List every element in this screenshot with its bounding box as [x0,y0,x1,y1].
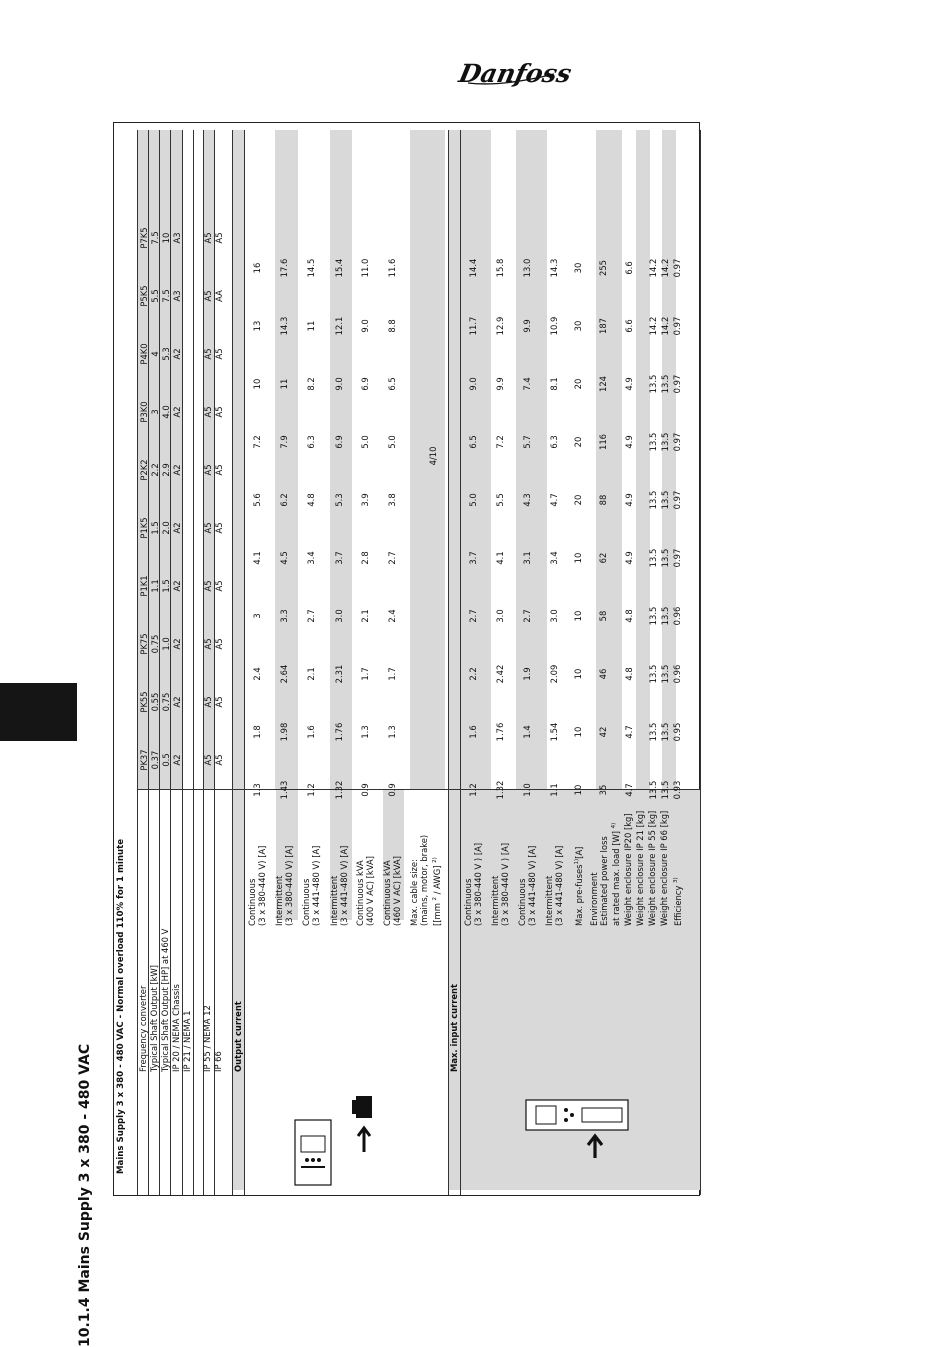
value-cell: 20 [573,378,583,390]
value-cell: 88 [598,494,608,506]
svg-text:Danfoss: Danfoss [456,58,575,88]
value-cell: 5.0 [387,435,397,449]
row-label: Continuous [247,878,257,926]
row-label: at rated max. load [W] $^{4)}$ [610,822,621,926]
value-cell: 4.7 [549,493,559,507]
value-cell: 15.4 [334,258,344,278]
header-value: 5.3 [161,347,171,361]
header-value: A5 [214,580,224,592]
value-cell: 11 [279,378,289,390]
header-value: AA [214,290,224,302]
motor-icon [350,1090,380,1160]
value-cell: 1.98 [279,722,289,742]
header-value: 1.5 [150,521,160,535]
header-value: 2.9 [161,463,171,477]
value-cell: 13.5 [660,490,670,510]
value-cell: 14.5 [306,258,316,278]
value-cell: 6.2 [279,493,289,507]
header-value: 7.5 [150,231,160,245]
row-label: Efficiency $^{3)}$ [672,877,683,926]
value-cell: 8.1 [549,377,559,391]
value-cell: 1.8 [252,725,262,739]
row-label: (3 x 441-480 V) [A] [554,845,564,926]
row-label: Intermittent [544,875,554,926]
value-cell: 1.2 [306,783,316,797]
value-cell: 3.1 [522,551,532,565]
header-value: A2 [172,464,182,476]
header-value: 0.5 [161,753,171,767]
value-cell: 8.8 [387,319,397,333]
value-cell: 2.4 [252,667,262,681]
icon-panel [233,790,243,1190]
row-label: (400 V AC) [kVA] [365,856,375,926]
value-cell: 12.9 [495,316,505,336]
value-cell: 3 [252,613,262,619]
value-cell: 2.09 [549,664,559,684]
header-value: A5 [214,406,224,418]
header-value: 7.5 [161,289,171,303]
row-label: Weight enclosure IP20 [kg] [623,813,633,926]
value-cell: 10 [573,610,583,622]
header-value: A5 [214,464,224,476]
value-cell: 5.0 [468,493,478,507]
header-value: A5 [214,348,224,360]
value-cell: 58 [598,610,608,622]
header-value: PK37 [139,749,149,771]
frequency-converter-icon [293,1100,405,1190]
value-cell: 35 [598,784,608,796]
value-cell: 13.5 [660,548,670,568]
value-cell: 13.5 [648,722,658,742]
value-cell: 6.3 [549,435,559,449]
row-label: (3 x 380-440 V) [A] [257,845,267,926]
header-value: A3 [172,290,182,302]
value-cell: 0.9 [387,783,397,797]
value-cell: 0.95 [672,722,682,742]
value-cell: 4.8 [306,493,316,507]
value-cell: 13.5 [648,490,658,510]
value-cell: 1.1 [549,783,559,797]
row-label: Estimated power loss [599,836,609,926]
header-value: A5 [203,464,213,476]
row-label: Intermittent [490,875,500,926]
value-cell: 187 [598,318,608,334]
value-cell: 9.0 [334,377,344,391]
value-cell: 13.5 [648,432,658,452]
header-label: Typical Shaft Output [kW] [149,964,159,1072]
header-value: A2 [172,696,182,708]
section-title: 10.1.4 Mains Supply 3 x 380 - 480 VAC [77,1043,93,1347]
value-cell: 8.2 [306,377,316,391]
value-cell: 3.7 [334,551,344,565]
header-value: A2 [172,348,182,360]
frequency-converter-icon [522,1098,632,1158]
header-value: 0.75 [150,634,160,654]
value-cell: 7.4 [522,377,532,391]
value-cell: 1.3 [387,725,397,739]
value-cell: 1.32 [334,780,344,800]
header-value: P1K5 [139,517,149,539]
value-cell: 0.9 [360,783,370,797]
value-cell: 2.7 [468,609,478,623]
cable-value: 4/10 [428,446,438,466]
value-cell: 14.2 [648,316,658,336]
row-label: Weight enclosure IP 66 [kg] [659,810,669,926]
header-value: 4 [150,351,160,357]
value-cell: 2.8 [360,551,370,565]
header-value: 2.2 [150,463,160,477]
value-cell: 116 [598,434,608,450]
value-cell: 3.9 [360,493,370,507]
value-cell: 1.7 [387,667,397,681]
header-label: IP 21 / NEMA 1 [182,1010,192,1072]
value-cell: 3.0 [549,609,559,623]
value-cell: 4.9 [624,551,634,565]
value-cell: 7.2 [252,435,262,449]
value-cell: 1.7 [360,667,370,681]
row-label: [[mm $^2$ / AWG] $^{2)}$ [431,857,442,926]
header-value: 1.1 [150,579,160,593]
value-cell: 9.9 [522,319,532,333]
row-label: (3 x 380-440 V) [A] [284,845,294,926]
value-cell: 3.7 [468,551,478,565]
value-cell: 1.6 [306,725,316,739]
row-label: Intermittent [329,875,339,926]
value-cell: 0.96 [672,664,682,684]
value-cell: 1.3 [360,725,370,739]
value-cell: 42 [598,726,608,738]
header-value: 0.37 [150,750,160,770]
value-cell: 15.8 [495,258,505,278]
value-cell: 13.5 [648,548,658,568]
value-cell: 10.9 [549,316,559,336]
value-cell: 4.3 [522,493,532,507]
value-cell: 1.3 [252,783,262,797]
value-cell: 2.42 [495,664,505,684]
value-cell: 1.76 [495,722,505,742]
row-label: Max. pre-fuses$^{1)}$[A] [573,846,584,926]
row-label: Continuous [301,878,311,926]
value-cell: 2.31 [334,664,344,684]
header-value: A5 [203,348,213,360]
row-label: (3 x 380-440 V ) [A] [473,842,483,926]
column-rule [137,789,700,790]
value-cell: 11.7 [468,316,478,336]
value-cell: 6.5 [468,435,478,449]
value-cell: 4.1 [495,551,505,565]
value-cell: 1.0 [522,783,532,797]
value-cell: 6.5 [387,377,397,391]
header-value: P2K2 [139,459,149,481]
value-cell: 0.97 [672,548,682,568]
header-value: A5 [203,580,213,592]
value-cell: 10 [573,668,583,680]
value-cell: 20 [573,436,583,448]
header-value: P1K1 [139,575,149,597]
value-cell: 4.9 [624,493,634,507]
header-value: A2 [172,754,182,766]
header-value: A5 [203,754,213,766]
value-cell: 4.9 [624,377,634,391]
rule [244,130,245,1195]
value-cell: 14.2 [660,316,670,336]
value-cell: 255 [598,260,608,276]
header-value: A5 [214,754,224,766]
value-cell: 17.6 [279,258,289,278]
row-label: (3 x 441-480 V) [A] [339,845,349,926]
header-value: A5 [203,232,213,244]
value-cell: 14.2 [660,258,670,278]
row-label: Continuous kVA [382,860,392,926]
header-label: IP 20 / NEMA Chassis [171,984,181,1072]
value-cell: 3.3 [279,609,289,623]
value-cell: 0.96 [672,606,682,626]
header-value: PK55 [139,691,149,713]
value-cell: 13.5 [648,606,658,626]
value-cell: 2.64 [279,664,289,684]
value-cell: 13.5 [660,432,670,452]
value-cell: 4.7 [624,725,634,739]
value-cell: 1.9 [522,667,532,681]
value-cell: 10 [573,784,583,796]
header-value: A3 [172,232,182,244]
header-value: P5K5 [139,285,149,307]
value-cell: 7.2 [495,435,505,449]
value-cell: 3.8 [387,493,397,507]
value-cell: 13.5 [660,664,670,684]
header-value: P4K0 [139,343,149,365]
value-cell: 7.9 [279,435,289,449]
danfoss-logo [456,52,575,92]
value-cell: 4.8 [624,667,634,681]
value-cell: 2.4 [387,609,397,623]
section-label: Max. input current [449,983,459,1072]
header-value: A2 [172,406,182,418]
table-title: Mains Supply 3 x 380 - 480 VAC - Normal overload 110% for 1 minute [116,838,126,1174]
value-cell: 20 [573,494,583,506]
chapter-tab-marker [0,683,77,741]
row-label: (mains, motor, brake) [419,834,429,926]
value-cell: 13.5 [660,780,670,800]
value-cell: 13.5 [660,606,670,626]
value-cell: 5.0 [360,435,370,449]
value-cell: 14.3 [549,258,559,278]
value-cell: 5.7 [522,435,532,449]
value-cell: 6.9 [334,435,344,449]
value-cell: 124 [598,376,608,392]
row-label: (460 V AC) [kVA] [392,856,402,926]
value-cell: 0.97 [672,316,682,336]
value-cell: 30 [573,262,583,274]
value-cell: 4.8 [624,609,634,623]
header-value: 0.75 [161,692,171,712]
value-cell: 13.0 [522,258,532,278]
header-value: A2 [172,638,182,650]
header-value: 1.0 [161,637,171,651]
value-cell: 0.97 [672,258,682,278]
value-cell: 1.4 [522,725,532,739]
value-cell: 4.5 [279,551,289,565]
header-value: 3 [150,409,160,415]
row-label: Continuous [517,878,527,926]
header-value: 1.5 [161,579,171,593]
row-label: Continuous [463,878,473,926]
value-cell: 0.93 [672,780,682,800]
header-value: A5 [214,696,224,708]
row-label: Weight enclosure IP 21 [kg] [635,810,645,926]
value-cell: 5.5 [495,493,505,507]
value-cell: 14.2 [648,258,658,278]
row-label: Environment [589,872,599,926]
value-cell: 12.1 [334,316,344,336]
header-value: A5 [203,638,213,650]
arrow-up-icon [585,1132,605,1160]
value-cell: 9.9 [495,377,505,391]
header-value: A5 [214,638,224,650]
rule [193,130,194,1195]
header-value: A5 [214,522,224,534]
header-value: 10 [161,232,171,244]
value-cell: 6.6 [624,319,634,333]
value-cell: 9.0 [360,319,370,333]
value-cell: 2.1 [360,609,370,623]
value-cell: 13.5 [648,664,658,684]
header-value: A5 [203,290,213,302]
header-label: Typical Shaft Output [HP] at 460 V [160,928,170,1072]
value-cell: 1.76 [334,722,344,742]
header-value: P3K0 [139,401,149,423]
value-cell: 3.0 [334,609,344,623]
value-cell: 2.7 [522,609,532,623]
header-label: Frequency converter [138,985,148,1072]
header-value: 2.0 [161,521,171,535]
value-cell: 10 [252,378,262,390]
value-cell: 4.9 [624,435,634,449]
section-label: Output current [233,1001,243,1072]
value-cell: 9.0 [468,377,478,391]
header-label: IP 66 [213,1051,223,1072]
header-label: IP 55 / NEMA 12 [202,1005,212,1072]
row-label: (3 x 441-480 V) [A] [311,845,321,926]
value-cell: 13.5 [648,374,658,394]
value-cell: 16 [252,262,262,274]
value-cell: 3.4 [549,551,559,565]
row-label: (3 x 380-440 V ) [A] [500,842,510,926]
header-value: A2 [172,580,182,592]
value-cell: 2.1 [306,667,316,681]
value-cell: 4.7 [624,783,634,797]
value-cell: 2.7 [387,551,397,565]
value-cell: 6.6 [624,261,634,275]
value-cell: 1.2 [468,783,478,797]
row-label: Max. cable size: [409,859,419,926]
value-cell: 14.3 [279,316,289,336]
value-cell: 11.0 [360,258,370,278]
value-cell: 10 [573,552,583,564]
value-cell: 2.7 [306,609,316,623]
header-value: A5 [203,522,213,534]
value-cell: 3.4 [306,551,316,565]
value-cell: 6.3 [306,435,316,449]
header-value: A2 [172,522,182,534]
rule [700,130,701,1195]
value-cell: 10 [573,726,583,738]
rule [460,130,461,1195]
value-cell: 13.5 [660,722,670,742]
value-cell: 5.6 [252,493,262,507]
value-cell: 11 [306,320,316,332]
value-cell: 1.43 [279,780,289,800]
value-cell: 0.97 [672,490,682,510]
value-cell: 13.5 [648,780,658,800]
value-cell: 1.32 [495,780,505,800]
value-cell: 30 [573,320,583,332]
header-value: PK75 [139,633,149,655]
value-cell: 2.2 [468,667,478,681]
header-value: P7K5 [139,227,149,249]
value-cell: 5.3 [334,493,344,507]
header-value: 0.55 [150,692,160,712]
header-value: A5 [203,696,213,708]
header-value: A5 [214,232,224,244]
row-label: Intermittent [274,875,284,926]
value-cell: 62 [598,552,608,564]
value-cell: 11.6 [387,258,397,278]
value-cell: 1.54 [549,722,559,742]
value-cell: 6.9 [360,377,370,391]
header-value: 5.5 [150,289,160,303]
header-value: A5 [203,406,213,418]
value-cell: 0.97 [672,432,682,452]
value-cell: 4.1 [252,551,262,565]
value-cell: 1.6 [468,725,478,739]
value-cell: 13.5 [660,374,670,394]
value-cell: 14.4 [468,258,478,278]
row-label: Weight enclosure IP 55 [kg] [647,810,657,926]
header-value: 4.0 [161,405,171,419]
row-label: (3 x 441-480 V) [A] [527,845,537,926]
value-cell: 0.97 [672,374,682,394]
value-cell: 46 [598,668,608,680]
row-label: Continuous kVA [355,860,365,926]
value-cell: 3.0 [495,609,505,623]
value-cell: 13 [252,320,262,332]
